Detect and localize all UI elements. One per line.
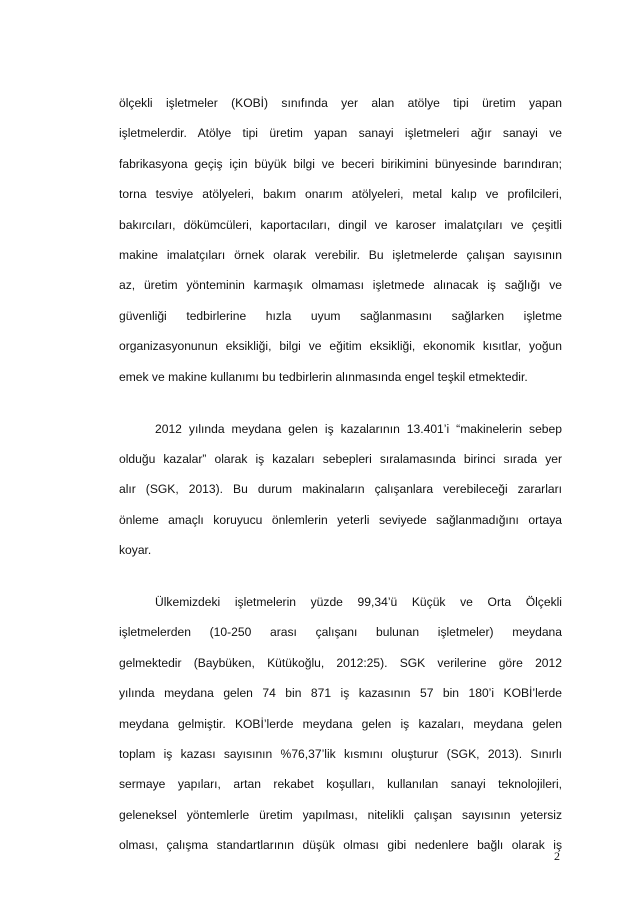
text-line: gelmektedir (Baybüken, Kütükoğlu, 2012:25). SGK verilerine göre 2012 <box>119 655 562 670</box>
text-line: işletmelerden (10-250 arası çalışanı bulunan işletmeler) meydana <box>119 625 562 640</box>
text-line: fabrikasyona geçiş için büyük bilgi ve beceri birikimini bünyesinde barındıran; <box>119 156 562 171</box>
text-line: güvenliği tedbirlerine hızla uyum sağlanmasını sağlarken işletme <box>119 308 562 323</box>
text-line: işletmelerdir. Atölye tipi üretim yapan sanayi işletmeleri ağır sanayi ve <box>119 126 562 141</box>
page-number: 2 <box>554 849 560 863</box>
text-line: bakırcıları, dökümcüleri, kaportacıları, dingil ve karoser imalatçıları ve çeşitli <box>119 217 562 232</box>
text-line: geleneksel yöntemlerle üretim yapılması, nitelikli çalışan sayısının yetersiz <box>119 807 562 822</box>
paragraph-spacer <box>119 565 562 587</box>
text-line: emek ve makine kullanımı bu tedbirlerin alınmasında engel teşkil etmektedir. <box>119 369 528 384</box>
text-line: makine imalatçıları örnek olarak verebilir. Bu işletmelerde çalışan sayısının <box>119 247 562 262</box>
text-line: az, üretim yönteminin karmaşık olmaması işletmede alınacak iş sağlığı ve <box>119 278 562 293</box>
text-line: alır (SGK, 2013). Bu durum makinaların çalışanlara verebileceği zararları <box>119 482 562 497</box>
paragraph-2 <box>119 414 562 566</box>
text-line: yılında meydana gelen 74 bin 871 iş kazasının 57 bin 180’i KOBİ’lerde <box>119 686 562 701</box>
text-line: koyar. <box>119 543 152 558</box>
text-line: torna tesviye atölyeleri, bakım onarım atölyeleri, metal kalıp ve profilcileri, <box>119 187 562 202</box>
text-line: sermaye yapıları, artan rekabet koşulları, kullanılan sanayi teknolojileri, <box>119 777 562 792</box>
text-line: önleme amaçlı koruyucu önlemlerin yeterli seviyede sağlanmadığını ortaya <box>119 512 562 527</box>
text-line: 2012 yılında meydana gelen iş kazalarının 13.401’i “makinelerin sebep <box>155 421 562 436</box>
text-line: meydana gelmiştir. KOBİ’lerde meydana gelen iş kazaları, meydana gelen <box>119 716 562 731</box>
text-line: Ülkemizdeki işletmelerin yüzde 99,34’ü Küçük ve Orta Ölçekli <box>155 595 562 610</box>
text-line: toplam iş kazası sayısının %76,37’lik kısmını oluşturur (SGK, 2013). Sınırlı <box>119 747 562 761</box>
text-line: olduğu kazalar” olarak iş kazaları sebepleri sıralamasında birinci sırada yer <box>119 451 562 466</box>
paragraph-spacer <box>119 392 562 414</box>
text-line: olması, çalışma standartlarının düşük olması gibi nedenlere bağlı olarak iş <box>119 838 562 853</box>
body-text <box>119 88 562 861</box>
text-line: ölçekli işletmeler (KOBİ) sınıfında yer alan atölye tipi üretim yapan <box>119 96 562 110</box>
text-line: organizasyonunun eksikliği, bilgi ve eğitim eksikliği, ekonomik kısıtlar, yoğun <box>119 339 562 354</box>
paragraph-3 <box>119 587 562 861</box>
paragraph-1 <box>119 88 562 392</box>
